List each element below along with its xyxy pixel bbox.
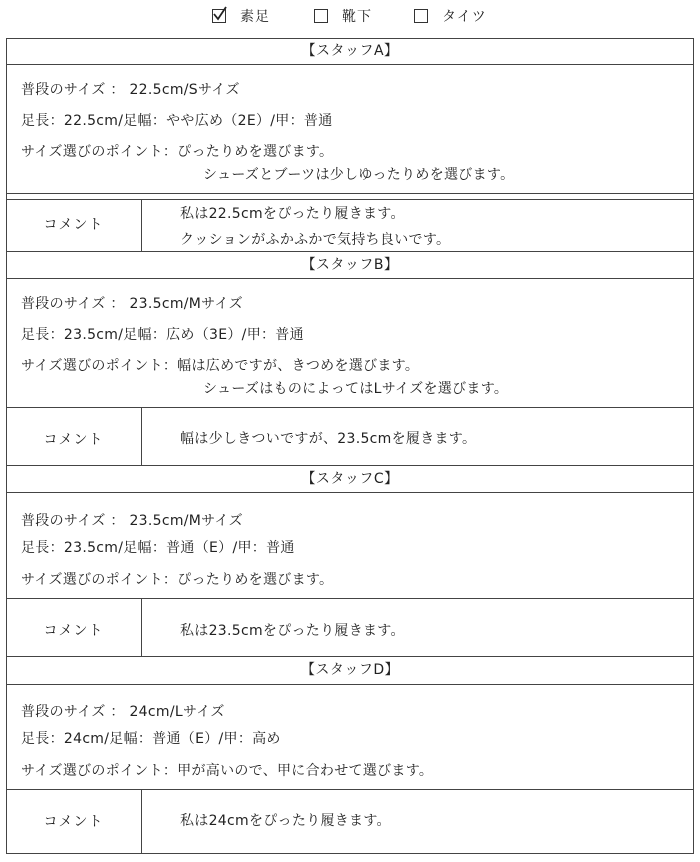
- staff-c-comment-label: コメント: [43, 623, 104, 639]
- comment-divider: [141, 199, 142, 251]
- divider: [6, 684, 694, 685]
- staff-c-header: 【スタッフC】: [301, 471, 399, 487]
- staff-c-point: サイズ選びのポイント：ぴったりめを選びます。: [21, 572, 334, 588]
- staff-c-foot: 足長：23.5cm/足幅：普通（E）/甲：普通: [21, 540, 295, 556]
- filter-socks[interactable]: [314, 6, 372, 26]
- divider: [6, 465, 694, 466]
- staff-d-comment-label: コメント: [43, 814, 104, 830]
- staff-c-comment: 私は23.5cmをぴったり履きます。: [180, 623, 405, 639]
- comment-divider: [141, 598, 142, 656]
- divider: [6, 853, 694, 854]
- staff-d-size: 普段のサイズ ： 24cm/Lサイズ: [21, 704, 225, 720]
- staff-d-foot: 足長：24cm/足幅：普通（E）/甲：高め: [21, 731, 281, 747]
- comment-divider: [141, 407, 142, 465]
- filter-label-socks: 靴下: [342, 9, 372, 25]
- staff-a-comment-label: コメント: [43, 217, 104, 233]
- staff-b-size: 普段のサイズ ： 23.5cm/Mサイズ: [21, 296, 243, 312]
- staff-a-point-2: シューズとブーツは少しゆったりめを選びます。: [203, 167, 515, 183]
- staff-b-point-2: シューズはものによってはLサイズを選びます。: [203, 381, 509, 397]
- staff-c-size: 普段のサイズ ： 23.5cm/Mサイズ: [21, 513, 243, 529]
- staff-a-comment: 私は22.5cmをぴったり履きます。: [180, 206, 405, 222]
- comment-divider: [141, 789, 142, 853]
- divider: [6, 193, 694, 194]
- divider: [6, 598, 694, 599]
- staff-d-point: サイズ選びのポイント：甲が高いので、甲に合わせて選びます。: [21, 763, 434, 779]
- divider: [6, 199, 694, 200]
- staff-d-header: 【スタッフD】: [300, 662, 400, 678]
- divider: [6, 492, 694, 493]
- filter-barefoot[interactable]: [212, 6, 270, 26]
- checkbox-icon[interactable]: [314, 9, 328, 23]
- staff-a-header: 【スタッフA】: [301, 43, 399, 59]
- filter-tights[interactable]: [414, 6, 487, 26]
- staff-d-comment: 私は24cmをぴったり履きます。: [180, 813, 391, 829]
- staff-b-comment: 幅は少しきついですが、23.5cmを履きます。: [180, 431, 477, 447]
- checkbox-checked-icon[interactable]: [212, 9, 226, 23]
- divider: [6, 789, 694, 790]
- divider: [6, 407, 694, 408]
- divider: [6, 251, 694, 252]
- checkbox-icon[interactable]: [414, 9, 428, 23]
- divider: [6, 656, 694, 657]
- filter-label-tights: タイツ: [442, 9, 487, 25]
- staff-b-header: 【スタッフB】: [301, 257, 399, 273]
- filter-label-barefoot: 素足: [240, 9, 270, 25]
- staff-a-point: サイズ選びのポイント：ぴったりめを選びます。: [21, 144, 334, 160]
- staff-b-point: サイズ選びのポイント：幅は広めですが、きつめを選びます。: [21, 358, 420, 374]
- staff-a-foot: 足長：22.5cm/足幅：やや広め（2E）/甲：普通: [21, 113, 333, 129]
- staff-b-comment-label: コメント: [43, 432, 104, 448]
- divider: [6, 64, 694, 65]
- staff-a-size: 普段のサイズ ： 22.5cm/Sサイズ: [21, 82, 240, 98]
- staff-b-foot: 足長：23.5cm/足幅：広め（3E）/甲：普通: [21, 327, 304, 343]
- table-border-right: [693, 38, 694, 853]
- divider: [6, 278, 694, 279]
- staff-a-comment-2: クッションがふかふかで気持ち良いです。: [180, 232, 451, 248]
